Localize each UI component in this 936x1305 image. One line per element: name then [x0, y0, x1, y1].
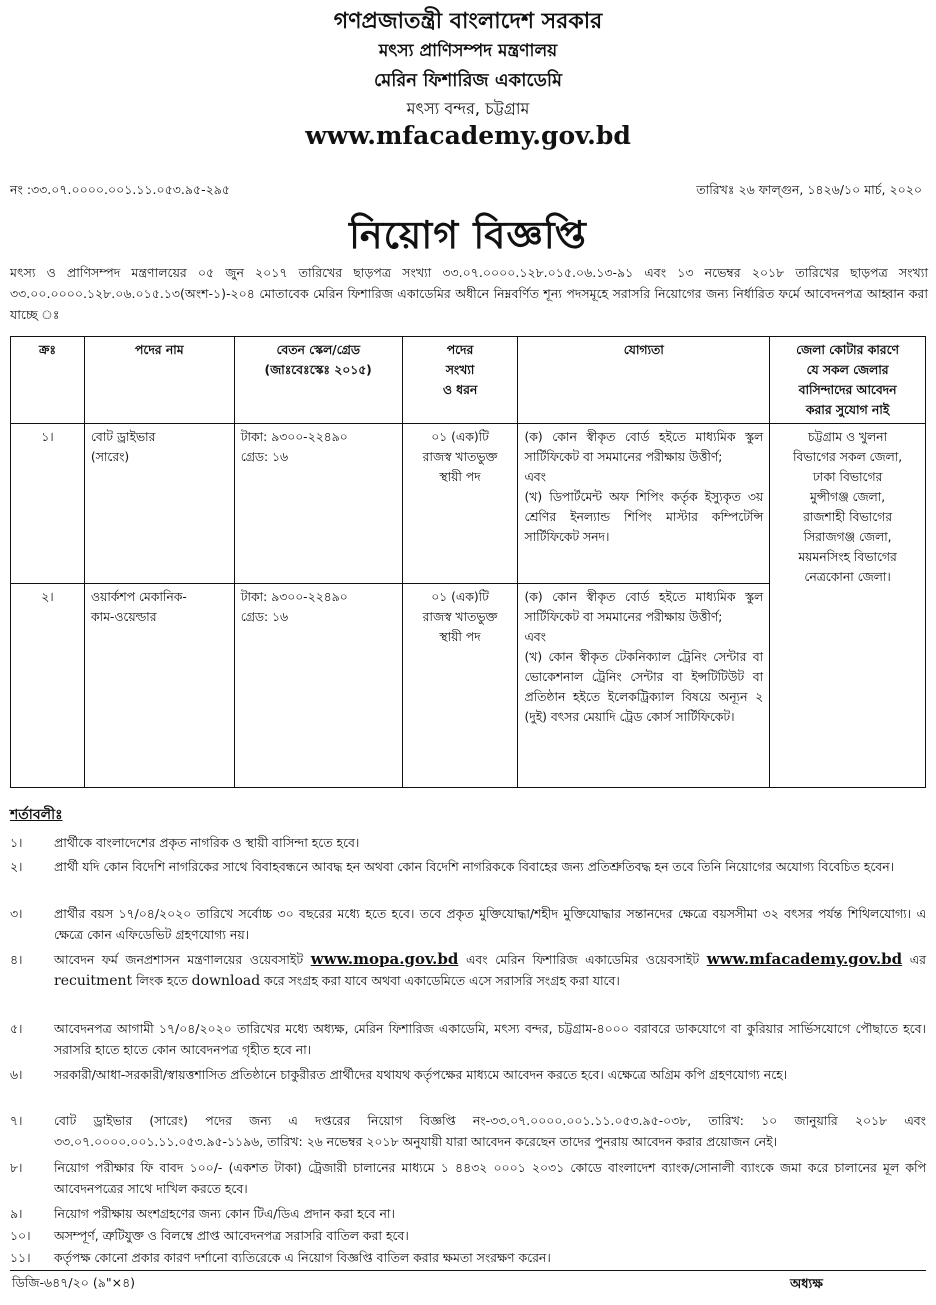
condition-text: আবেদনপত্র আগামী ১৭/০৪/২০২০ তারিখের মধ্যে অধ্যক্ষ, মেরিন ফিশারিজ একাডেমি, মৎস্য বন্দর, চট্টগ্রাম-৪০০০ বরাবরে ডাকযোগে বা কুরিয়ার সার্ভিসযোগে পৌছাতে হবে। সরাসরি হাতে হাতে কোন আবেদনপত্র গৃহীত হবে না। [54, 1021, 926, 1057]
quota-line: মুন্সীগঞ্জ জেলা, [810, 490, 886, 504]
row-sl: ২। [11, 584, 85, 788]
academy-name: মেরিন ফিশারিজ একাডেমি [373, 70, 563, 91]
quota-line: ময়মনসিংহ বিভাগের [798, 550, 897, 564]
row-pay [234, 424, 402, 584]
qualification-a: (ক) কোন স্বীকৃত বোর্ড হইতে মাধ্যমিক স্কুল সার্টিফিকেট বা সমমানের পরীক্ষায় উত্তীর্ণ; [524, 430, 764, 464]
row-post [84, 584, 234, 788]
memo-number: নং :৩৩.০৭.০০০০.০০১.১১.০৫৩.৯৫-২৯৫ [10, 182, 230, 197]
condition-number: ১। [10, 835, 23, 850]
grade-line: গ্রেড: ১৬ [240, 610, 289, 624]
ministry-name: মৎস্য প্রাণিসম্পদ মন্ত্রণালয় [378, 41, 558, 61]
condition-text: নিয়োগ পরীক্ষার ফি বাবদ ১০০/- (একশত টাকা) ট্রেজারী চালানের মাধ্যমে ১ ৪৪৩২ ০০০১ ২০৩১ কোডে বাংলাদেশ ব্যাংক/সোনালী ব্যাংকে জমা করে চালানের মূল কপি আবেদনপত্রের সাথে দাখিল করতে হবে। [54, 1160, 926, 1196]
condition-number: ৪। [10, 952, 23, 967]
qualification-b: (খ) কোন স্বীকৃত টেকনিক্যাল ট্রেনিং সেন্টার বা ভোকেশনাল ট্রেনিং সেন্টার বা ইন্সটিটিউট বা প্রতিষ্ঠান হইতে ইলেকট্রিক্যাল বিষয়ে অন্যূন ২ (দুই) বৎসর মেয়াদি ট্রেড কোর্স সার্টিফিকেট। [524, 650, 764, 724]
condition-text: কর্তৃপক্ষ কোনো প্রকার কারণ দর্শানো ব্যতিরেকে এ নিয়োগ বিজ্ঞপ্তি বাতিল করার ক্ষমতা সংরক্ষণ করেন। [54, 1250, 551, 1265]
posts-table [10, 336, 926, 788]
quota-line: ঢাকা বিভাগের [812, 470, 883, 484]
condition-item [10, 903, 926, 945]
condition-number: ৩। [10, 906, 23, 921]
number-line: ০১ (এক)টি [431, 590, 489, 604]
quota-line: চট্টগ্রাম ও খুলনা [808, 430, 888, 444]
quota-header-line: যে সকল জেলার [806, 363, 889, 377]
row-sl: ১। [11, 424, 85, 584]
number-line: ০১ (এক)টি [431, 430, 489, 444]
notice-date: তারিখঃ ২৬ ফাল্গুন, ১৪২৬/১০ মার্চ, ২০২০ [696, 182, 922, 197]
condition-item [10, 1247, 926, 1268]
quota-line: রাজশাহী বিভাগের [803, 510, 893, 524]
condition-4-text: করে সংগ্রহ করা যাবে অথবা একাডেমিতে এসে সরাসরি সংগ্রহ করা যাবে। [264, 973, 620, 988]
col-header-qualification: যোগ্যতা [518, 337, 770, 424]
quota-header-line: জেলা কোটার কারণে [796, 343, 899, 357]
row-qualification [518, 424, 770, 584]
condition-number: ৮। [10, 1160, 23, 1175]
row-quota [770, 424, 926, 788]
qualification-and: এবং [524, 470, 546, 484]
quota-line: নেত্রকোনা জেলা। [804, 570, 891, 584]
condition-item [10, 1018, 926, 1060]
post-line: কাম-ওয়েল্ডার [90, 610, 157, 624]
condition-4-text: আবেদন ফর্ম জনপ্রশাসন মন্ত্রণালয়ের ওয়েবসাইট [54, 952, 304, 967]
academy-website-link[interactable]: www.mfacademy.gov.bd [706, 950, 903, 968]
conditions-heading: শর্তাবলীঃ [10, 807, 63, 823]
post-line: (সারেং) [90, 450, 130, 464]
academy-address: মৎস্য বন্দর, চট্টগ্রাম [406, 99, 530, 118]
pay-header-line: (জাঃবেঃস্কেঃ ২০১৫) [264, 363, 372, 377]
row-number [402, 584, 518, 788]
condition-text [54, 949, 926, 992]
qualification-and: এবং [524, 630, 546, 644]
quota-header-line: বাসিন্দাদের আবেদন [798, 383, 897, 397]
quota-line: বিভাগের সকল জেলা, [792, 450, 903, 464]
intro-paragraph: মৎস্য ও প্রাণিসম্পদ মন্ত্রণালয়ের ০৫ জুন ২০১৭ তারিখের ছাড়পত্র সংখ্যা ৩৩.০৭.০০০০.১২৮.০১৫.০৬.১৩-৯১ এবং ১৩ নভেম্বর ২০১৮ তারিখের ছাড়পত্র সংখ্যা ৩৩.০০.০০০০.১২৮.০৬.০১৫.১৩(অংশ-১)-২০৪ মোতাবেক মেরিন ফিশারিজ একাডেমির অধীনে নিম্নবর্ণিত শূন্য পদসমূহে সরাসরি নিয়োগের জন্য নির্ধারিত ফর্মে আবেদনপত্র আহ্বান করা যাচ্ছে ঃ [10, 265, 928, 322]
condition-text: প্রার্থীর বয়স ১৭/০৪/২০২০ তারিখে সর্বোচ্চ ৩০ বছরের মধ্যে হতে হবে। তবে প্রকৃত মুক্তিযোদ্ধা/শহীদ মুক্তিযোদ্ধার সন্তানদের ক্ষেত্রে বয়সসীমা ৩২ বৎসর পর্যন্ত শিথিলযোগ্য। এ ক্ষেত্রে কোন এফিডেভিট গ্রহণযোগ্য নয়। [54, 906, 926, 942]
govt-title: গণপ্রজাতন্ত্রী বাংলাদেশ সরকার [333, 9, 603, 34]
number-header-line: পদের [446, 343, 474, 357]
condition-number: ২। [10, 859, 23, 874]
dg-code: ডিজি-৬৪৭/২০ (৯"×৪) [12, 1275, 136, 1290]
qualification-a: (ক) কোন স্বীকৃত বোর্ড হইতে মাধ্যমিক স্কুল সার্টিফিকেট বা সমমানের পরীক্ষায় উত্তীর্ণ; [524, 590, 764, 624]
number-line: স্থায়ী পদ [439, 630, 481, 644]
row-qualification [518, 584, 770, 788]
recruitment-word: recuitment [54, 973, 133, 989]
number-header-line: সংখ্যা [445, 363, 475, 377]
condition-item [10, 832, 926, 853]
col-header-quota [770, 337, 926, 424]
number-line: রাজস্ব খাতভুক্ত [422, 450, 498, 464]
website-link[interactable]: www.mfacademy.gov.bd [305, 121, 631, 150]
condition-item [10, 1110, 926, 1152]
col-header-sl: ক্রঃ [11, 337, 85, 424]
col-header-pay [234, 337, 402, 424]
condition-item [10, 949, 926, 992]
condition-4-text: লিংক হতে [136, 973, 188, 988]
condition-number: ৫। [10, 1021, 23, 1036]
pay-header-line: বেতন স্কেল/গ্রেড [276, 343, 360, 357]
post-line: ওয়ার্কশপ মেকানিক- [90, 590, 187, 604]
mopa-website-link[interactable]: www.mopa.gov.bd [310, 950, 459, 968]
download-word: download [191, 973, 261, 989]
condition-item [10, 1203, 926, 1224]
col-header-number [402, 337, 518, 424]
signature-title: অধ্যক্ষ [790, 1277, 823, 1292]
condition-text: সরকারী/আধা-সরকারী/স্বায়ত্তশাসিত প্রতিষ্ঠানে চাকুরীরত প্রার্থীদের যথাযথ কর্তৃপক্ষের মাধ্যমে আবেদন করতে হবে। এক্ষেত্রে অগ্রিম কপি গ্রহণযোগ্য নহে। [54, 1067, 788, 1082]
number-line: স্থায়ী পদ [439, 470, 481, 484]
condition-item [10, 1157, 926, 1199]
condition-4-text: এবং মেরিন ফিশারিজ একাডেমির ওয়েবসাইট [465, 952, 700, 967]
post-line: বোট ড্রাইভার [90, 430, 156, 444]
condition-number: ৯। [10, 1206, 23, 1221]
condition-number: ৭। [10, 1113, 23, 1128]
condition-item [10, 1064, 926, 1085]
row-post [84, 424, 234, 584]
condition-text: বোট ড্রাইভার (সারেং) পদের জন্য এ দপ্তরের নিয়োগ বিজ্ঞপ্তি নং-৩৩.০৭.০০০০.০০১.১১.০৫৩.৯৫-০৩৮, তারিখ: ১০ জানুয়ারি ২০১৮ এবং ৩৩.০৭.০০০০.০০১.১১.০৫৩.৯৫-১১৯৬, তারিখ: ২৬ নভেম্বর ২০১৮ অনুযায়ী যারা আবেদন করেছেন তাদের পুনরায় আবেদন করার প্রয়োজন নেই। [54, 1113, 926, 1149]
condition-number: ১০। [10, 1228, 31, 1243]
quota-header-line: করার সুযোগ নাই [805, 403, 890, 417]
condition-4-text: এর [909, 952, 926, 967]
grade-line: গ্রেড: ১৬ [240, 450, 289, 464]
number-header-line: ও ধরন [442, 383, 478, 397]
pay-line: টাকা: ৯৩০০-২২৪৯০ [240, 590, 348, 604]
condition-number: ৬। [10, 1067, 23, 1082]
footer-divider [10, 1270, 926, 1271]
condition-text: অসম্পূর্ণ, ত্রুটিযুক্ত ও বিলম্বে প্রাপ্ত আবেদনপত্র সরাসরি বাতিল করা হবে। [54, 1228, 409, 1243]
condition-text: প্রার্থীকে বাংলাদেশের প্রকৃত নাগরিক ও স্থায়ী বাসিন্দা হতে হবে। [54, 835, 360, 850]
quota-line: সিরাজগঞ্জ জেলা, [803, 530, 892, 544]
table-row [11, 424, 926, 584]
condition-text: নিয়োগ পরীক্ষায় অংশগ্রহণের জন্য কোন টিএ/ডিএ প্রদান করা হবে না। [54, 1206, 395, 1221]
condition-item [10, 1225, 926, 1246]
row-number [402, 424, 518, 584]
condition-item [10, 856, 926, 877]
notice-title: নিয়োগ বিজ্ঞপ্তি [349, 213, 587, 257]
condition-number: ১১। [10, 1250, 31, 1265]
qualification-b: (খ) ডিপার্টমেন্ট অফ শিপিং কর্তৃক ইস্যুকৃত ৩য় শ্রেণির ইনল্যান্ড শিপিং মাস্টার কম্পিটেন্সি সার্টিফিকেট সনদ। [524, 490, 764, 544]
pay-line: টাকা: ৯৩০০-২২৪৯০ [240, 430, 348, 444]
row-pay [234, 584, 402, 788]
table-header-row [11, 337, 926, 424]
number-line: রাজস্ব খাতভুক্ত [422, 610, 498, 624]
condition-text: প্রার্থী যদি কোন বিদেশি নাগরিকের সাথে বিবাহবন্ধনে আবদ্ধ হন অথবা কোন বিদেশি নাগরিককে বিবাহের জন্য প্রতিশ্রুতিবদ্ধ হন তবে তিনি নিয়োগের অযোগ্য বিবেচিত হবেন। [54, 859, 895, 874]
col-header-post: পদের নাম [84, 337, 234, 424]
